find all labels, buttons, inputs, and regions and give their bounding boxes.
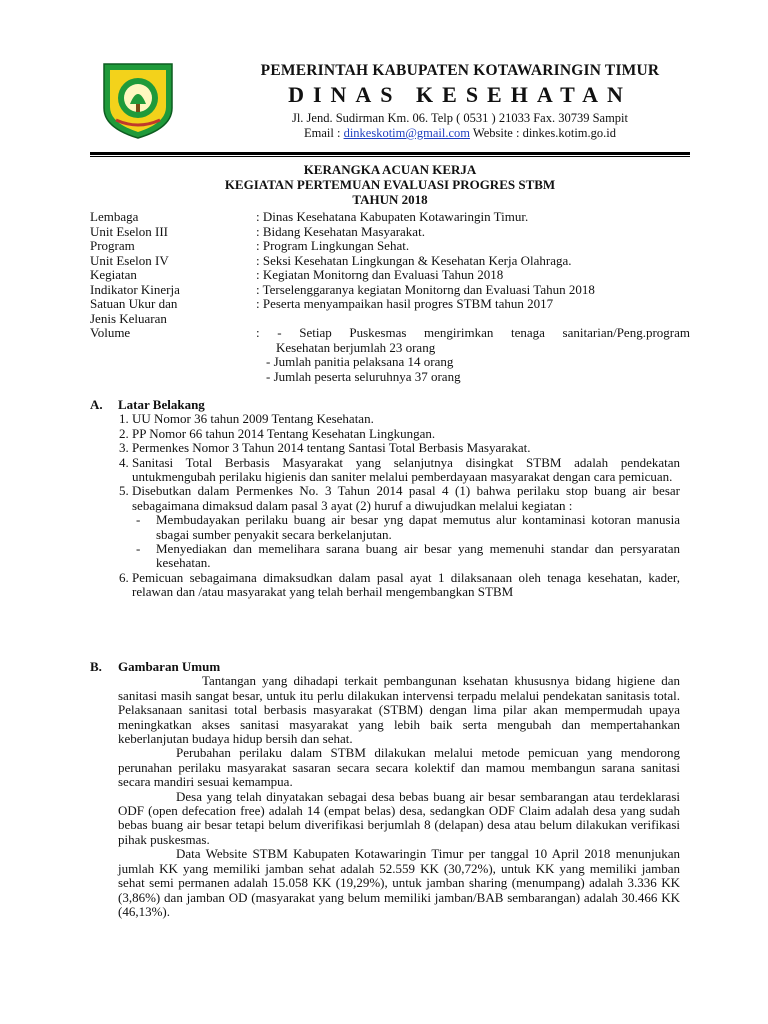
sub-item: - Membudayakan perilaku buang air besar yng dapat memutus alur kontaminasi kotoran manusia sbagai sumber penyakit secara berkelanjutan. bbox=[156, 513, 680, 542]
detail-row bbox=[90, 210, 690, 225]
letterhead-rule-thick bbox=[90, 152, 690, 155]
detail-key: Jenis Keluaran bbox=[90, 310, 167, 326]
list-item-text: Disebutkan dalam Permenkes No. 3 Tahun 2014 pasal 4 (1) bahwa perilaku stop buang air besar sebagaimana dimaksud dalam pasal 3 ayat (2) huruf a diwujudkan melalui kegiatan : bbox=[132, 483, 680, 513]
detail-key: Kegiatan bbox=[90, 267, 137, 282]
list-item: 2. PP Nomor 66 tahun 2014 Tentang Kesehatan Lingkungan. bbox=[132, 427, 680, 441]
detail-value: : Dinas Kesehatana Kabupaten Kotawaringin Timur. bbox=[256, 209, 529, 224]
title-line-2: KEGIATAN PERTEMUAN EVALUASI PROGRES STBM bbox=[224, 177, 556, 192]
detail-key: Program bbox=[90, 238, 135, 253]
detail-value: : Kegiatan Monitorng dan Evaluasi Tahun 2018 bbox=[256, 267, 504, 282]
activity-sublist bbox=[132, 513, 680, 571]
paragraph: Perubahan perilaku dalam STBM dilakukan melalui metode pemicuan yang mendorong perunahan perilaku masyarakat sasaran secara secara kolektif dan mamou membangun sarana sanitasi secara mandiri sesuai kemampua. bbox=[118, 745, 680, 790]
paragraph: Tantangan yang dihadapi terkait pembangunan ksehatan khususnya bidang higiene dan sanitasi masih sangat besar, untuk itu perlu dilakukan intervensi terpadu melalui pendekatan sanitasis total. Pelaksanaan sanitasi total berbasis masyarakat (STBM) dengan lima pilar akan mempermudah upaya meningkatkan akses sanitasi masyarakat yang lebih baik serta mengubah dan mempertahankan keberlanjutan budaya hidup bersih dan sehat. bbox=[118, 673, 680, 747]
detail-value: : Seksi Kesehatan Lingkungan & Kesehatan Kerja Olahraga. bbox=[256, 252, 572, 268]
contact-line bbox=[200, 126, 720, 141]
detail-value: : Peserta menyampaikan hasil progres STBM tahun 2017 bbox=[256, 296, 554, 311]
section-heading: B. Gambaran Umum bbox=[90, 659, 221, 674]
section-background bbox=[90, 398, 680, 600]
detail-row bbox=[90, 283, 690, 298]
detail-key: Unit Eselon IV bbox=[90, 252, 169, 268]
detail-key: Lembaga bbox=[90, 209, 139, 224]
department-name: DINAS KESEHATAN bbox=[288, 82, 632, 107]
list-item: 6. Pemicuan sebagaimana dimaksudkan dalam pasal ayat 1 dilaksanaan oleh tenaga kesehatan, kader, relawan dan /atau masyarakat yang telah berhail mengembangkan STBM bbox=[132, 571, 680, 600]
list-item: 4. Sanitasi Total Berbasis Masyarakat yang selanjutnya disingkat STBM adalah pendekatan untukmengubah perilaku higienis dan saniter melalui pemberdayaan masyarakat dengan cara pemicuan. bbox=[132, 456, 680, 485]
detail-key: Satuan Ukur dan bbox=[90, 296, 178, 311]
letterhead-rule-thin bbox=[90, 156, 690, 157]
detail-key: Unit Eselon III bbox=[90, 223, 168, 239]
list-item: 1. UU Nomor 36 tahun 2009 Tentang Kesehatan. bbox=[132, 412, 680, 426]
detail-row bbox=[90, 239, 690, 254]
section-overview bbox=[90, 660, 680, 919]
activity-details bbox=[90, 210, 690, 384]
volume-key: Volume bbox=[90, 325, 131, 340]
website: Website : dinkes.kotim.go.id bbox=[472, 126, 616, 140]
detail-row bbox=[90, 312, 690, 327]
sub-item: - Menyediakan dan memelihara sarana buang air besar yang memenuhi standar dan persyaratan kesehatan. bbox=[156, 542, 680, 571]
detail-value: : Program Lingkungan Sehat. bbox=[256, 238, 410, 253]
email-label: Email : bbox=[303, 126, 341, 140]
title-line-1: KERANGKA ACUAN KERJA bbox=[303, 162, 477, 177]
detail-row bbox=[90, 225, 690, 240]
email-link[interactable]: dinkeskotim@gmail.com bbox=[343, 126, 470, 140]
volume-line: - Jumlah peserta seluruhnya 37 orang bbox=[266, 368, 461, 384]
detail-value: : Terselenggaranya kegiatan Monitorng dan Evaluasi Tahun 2018 bbox=[256, 281, 595, 297]
address: Jl. Jend. Sudirman Km. 06. Telp ( 0531 ) 21033 Fax. 30739 Sampit bbox=[291, 111, 629, 125]
detail-row bbox=[90, 297, 690, 312]
detail-value bbox=[256, 312, 690, 327]
volume-line: : - Setiap Puskesmas mengirimkan tenaga sanitarian/Peng.program bbox=[256, 325, 690, 340]
detail-row bbox=[90, 254, 690, 269]
list-item bbox=[132, 484, 680, 570]
detail-key: Indikator Kinerja bbox=[90, 281, 180, 297]
legal-basis-list bbox=[90, 412, 680, 599]
document-title bbox=[90, 162, 690, 207]
detail-row bbox=[90, 268, 690, 283]
letterhead bbox=[200, 62, 720, 141]
paragraph: Desa yang telah dinyatakan sebagai desa bebas buang air besar sembarangan atau terdeklarasi ODF (open defecation free) adalah 14 (empat belas) desa, sedangkan ODF Claim adalah desa yang sudah bebas buang air besar tetapi belum diverifikasi berjumlah 8 (delapan) desa atau belum dilakukan verifikasi pihak puskesmas. bbox=[118, 788, 680, 847]
volume-line: - Jumlah panitia pelaksana 14 orang bbox=[266, 354, 454, 369]
title-line-3: TAHUN 2018 bbox=[352, 192, 428, 207]
government-name: PEMERINTAH KABUPATEN KOTAWARINGIN TIMUR bbox=[260, 62, 660, 79]
volume-line: Kesehatan berjumlah 23 orang bbox=[276, 339, 436, 355]
list-item: 3. Permenkes Nomor 3 Tahun 2014 tentang Santasi Total Berbasis Masyarakat. bbox=[132, 441, 680, 455]
section-heading: A. Latar Belakang bbox=[90, 397, 205, 412]
paragraph: Data Website STBM Kabupaten Kotawaringin Timur per tanggal 10 April 2018 menunjukan jumlah KK yang memiliki jamban sehat adalah 52.559 KK (30,72%), untuk KK yang memiliki jamban sehat semi permanen adalah 15.058 KK (19,29%), untuk jamban sharing (menumpang) adalah 3.336 KK (3,86%) dan jamban OD (masyarakat yang belum memiliki jamban/BAB sembarangan) adalah 30.466 KK (46,13%). bbox=[118, 846, 680, 919]
detail-value: : Bidang Kesehatan Masyarakat. bbox=[256, 223, 425, 239]
regency-emblem-icon bbox=[100, 60, 176, 140]
volume-value bbox=[256, 326, 690, 384]
volume-row bbox=[90, 326, 690, 384]
